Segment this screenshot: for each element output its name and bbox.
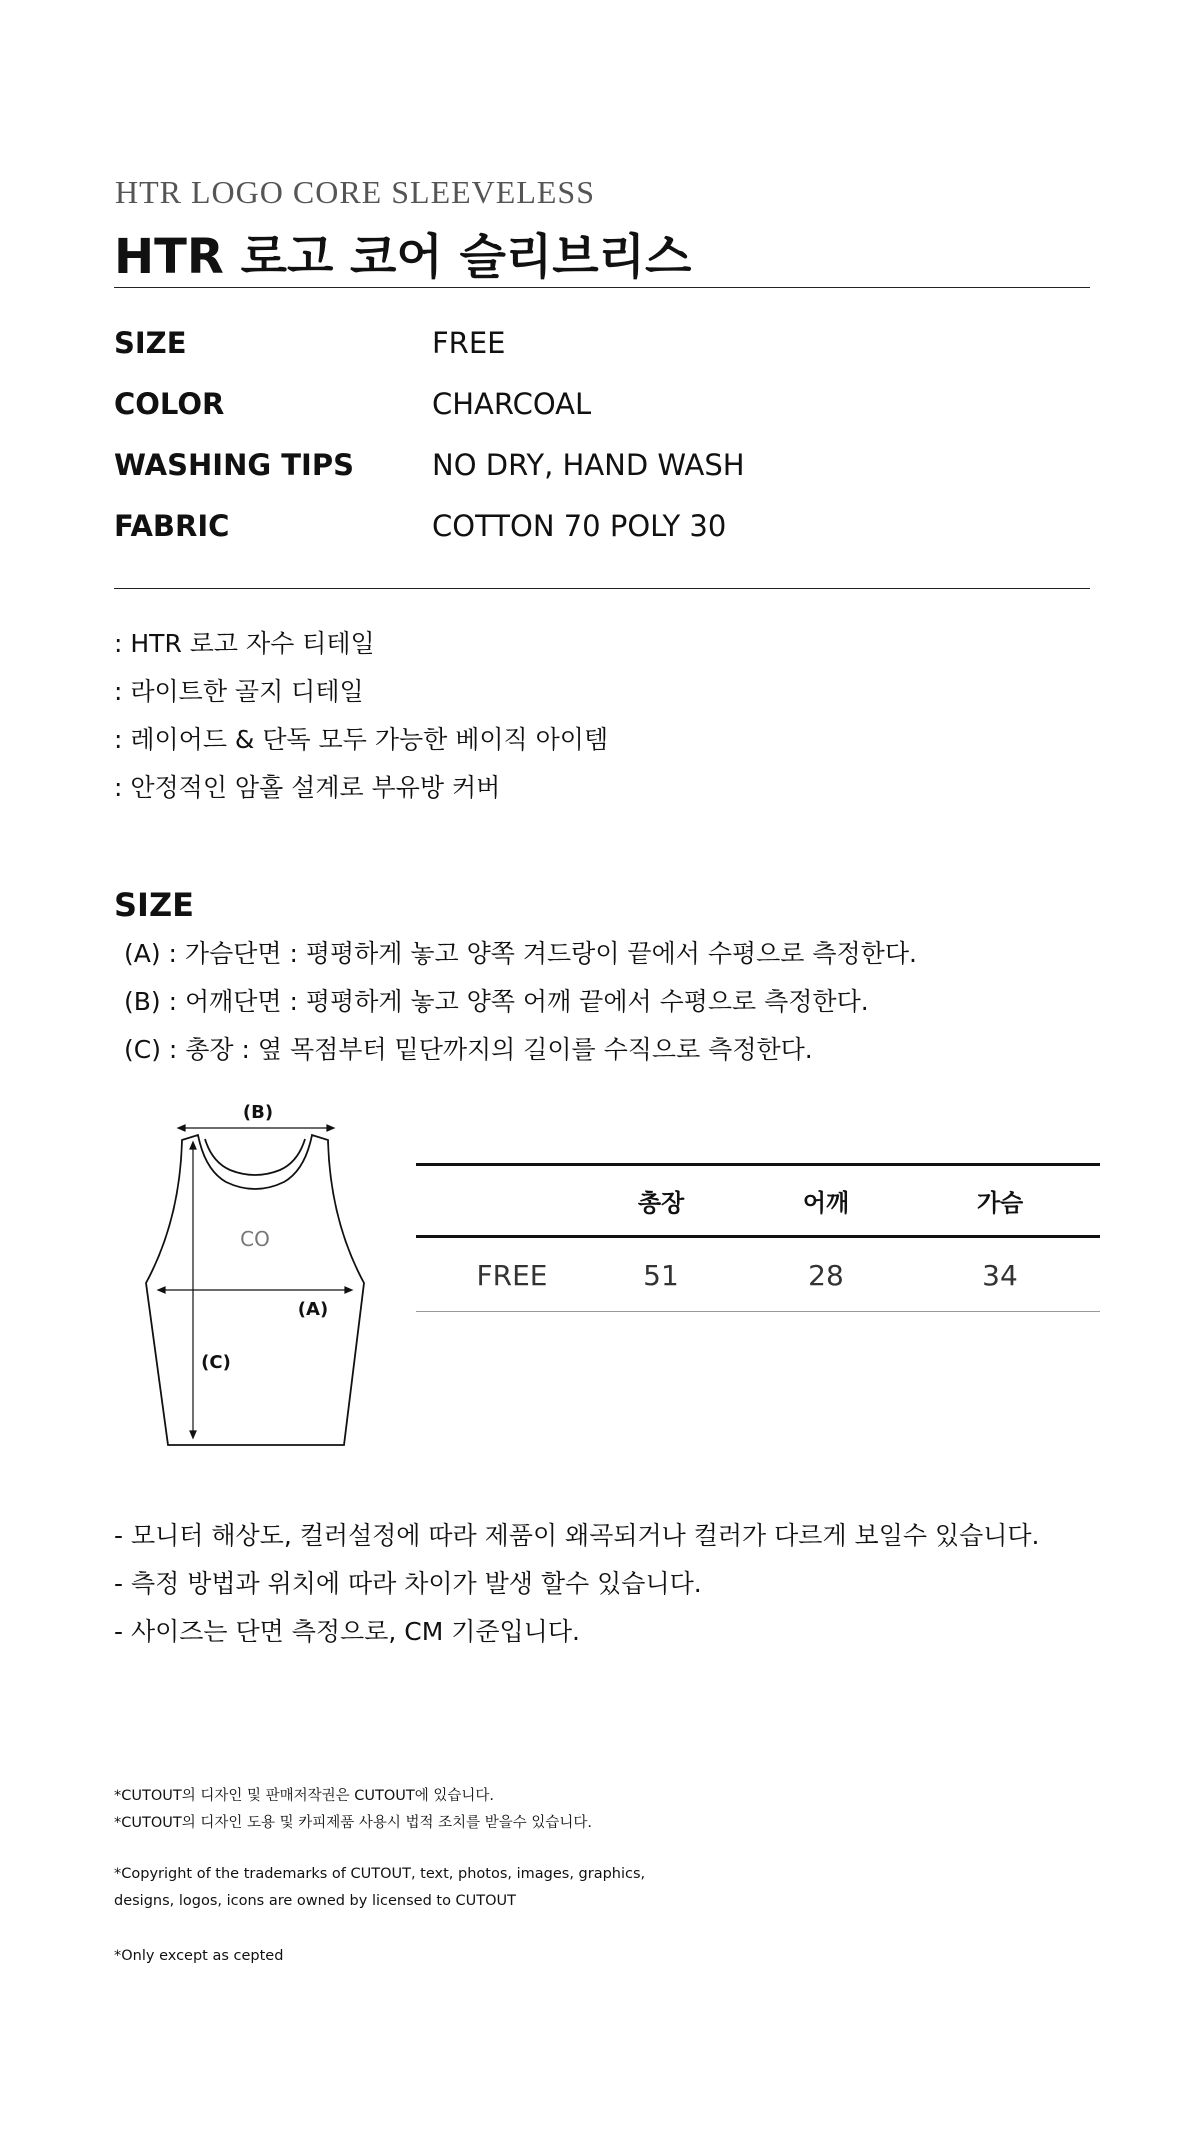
spec-label-size: SIZE xyxy=(114,326,187,360)
legal-line: *CUTOUT의 디자인 도용 및 카피제품 사용시 법적 조치를 받을수 있습니다. xyxy=(114,1815,592,1831)
feature-item: : 안정적인 암홀 설계로 부유방 커버 xyxy=(114,773,501,802)
label-c: (C) xyxy=(201,1352,231,1373)
feature-item: : 레이어드 & 단독 모두 가능한 베이직 아이템 xyxy=(114,725,609,754)
table-cell-chest: 34 xyxy=(982,1259,1018,1292)
spec-label-washing: WASHING TIPS xyxy=(114,448,354,482)
measurement-a: (A) : 가슴단면 : 평평하게 놓고 양쪽 겨드랑이 끝에서 수평으로 측정한다. xyxy=(124,939,917,968)
label-a: (A) xyxy=(297,1299,329,1320)
legal-line: designs, logos, icons are owned by licensed to CUTOUT xyxy=(114,1893,517,1909)
spec-label-fabric: FABRIC xyxy=(114,509,230,543)
table-cell-size: FREE xyxy=(476,1259,548,1292)
measurement-c: (C) : 총장 : 옆 목점부터 밑단까지의 길이를 수직으로 측정한다. xyxy=(124,1035,813,1064)
spec-divider xyxy=(114,588,1090,589)
table-header-chest: 가슴 xyxy=(976,1189,1024,1217)
note-item: - 사이즈는 단면 측정으로, CM 기준입니다. xyxy=(114,1617,580,1646)
table-bottom-rule xyxy=(416,1311,1100,1312)
sleeveless-diagram xyxy=(130,1090,390,1460)
legal-line: *CUTOUT의 디자인 및 판매저작권은 CUTOUT에 있습니다. xyxy=(114,1788,494,1804)
spec-value-fabric: COTTON 70 POLY 30 xyxy=(432,509,727,543)
title-divider xyxy=(114,287,1090,288)
arrow-a xyxy=(158,1287,352,1293)
product-title-ko: HTR 로고 코어 슬리브리스 xyxy=(114,229,692,285)
table-cell-length: 51 xyxy=(643,1259,679,1292)
note-item: - 측정 방법과 위치에 따라 차이가 발생 할수 있습니다. xyxy=(114,1569,702,1598)
table-header-shoulder: 어깨 xyxy=(802,1189,850,1217)
spec-value-washing: NO DRY, HAND WASH xyxy=(432,448,745,482)
feature-item: : 라이트한 골지 디테일 xyxy=(114,677,364,706)
label-b: (B) xyxy=(242,1102,274,1123)
feature-item: : HTR 로고 자수 티테일 xyxy=(114,629,375,658)
arrow-b xyxy=(178,1125,334,1131)
product-title-en: HTR LOGO CORE SLEEVELESS xyxy=(115,174,595,210)
table-cell-shoulder: 28 xyxy=(808,1259,844,1292)
legal-line: *Copyright of the trademarks of CUTOUT, text, photos, images, graphics, xyxy=(114,1866,646,1882)
spec-value-size: FREE xyxy=(432,326,506,360)
table-header-rule xyxy=(416,1235,1100,1238)
spec-value-color: CHARCOAL xyxy=(432,387,592,421)
legal-line: *Only except as cepted xyxy=(114,1948,284,1964)
table-header-length: 총장 xyxy=(637,1189,685,1217)
chest-logo: CO xyxy=(240,1227,270,1251)
table-top-rule xyxy=(416,1163,1100,1166)
measurement-b: (B) : 어깨단면 : 평평하게 놓고 양쪽 어깨 끝에서 수평으로 측정한다. xyxy=(124,987,869,1016)
size-heading: SIZE xyxy=(114,886,195,924)
note-item: - 모니터 해상도, 컬러설정에 따라 제품이 왜곡되거나 컬러가 다르게 보일수 있습니다. xyxy=(114,1521,1040,1550)
spec-label-color: COLOR xyxy=(114,387,225,421)
